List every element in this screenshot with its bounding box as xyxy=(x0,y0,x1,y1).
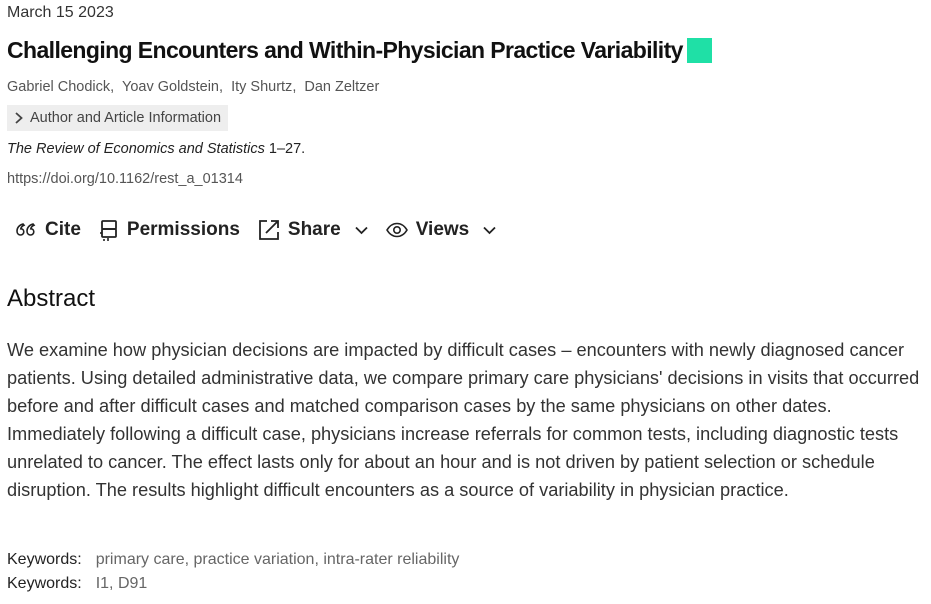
keywords-row xyxy=(7,551,459,569)
eye-icon xyxy=(386,222,408,238)
keyword-link[interactable]: D91 xyxy=(117,575,148,592)
share-label: Share xyxy=(287,219,341,240)
publication-date: March 15 2023 xyxy=(7,4,114,21)
journal-name: The Review of Economics and Statistics xyxy=(7,141,265,157)
abstract-heading: Abstract xyxy=(7,285,96,312)
views-label: Views xyxy=(415,219,470,240)
keyword-list: I1, D91 xyxy=(95,575,148,592)
keyword-link[interactable]: primary care xyxy=(95,551,185,568)
article-toolbar xyxy=(15,219,514,241)
journal-citation xyxy=(7,141,305,157)
author-link-0[interactable]: Gabriel Chodick xyxy=(7,79,111,95)
permissions-label: Permissions xyxy=(126,219,240,240)
author-list: Gabriel Chodick, Yoav Goldstein, Ity Shurtz, Dan Zeltzer xyxy=(7,79,380,95)
keywords-label: Keywords: xyxy=(7,551,82,568)
author-link-1[interactable]: Yoav Goldstein xyxy=(121,79,219,95)
cite-label: Cite xyxy=(45,219,81,240)
permissions-button[interactable] xyxy=(99,219,240,241)
keyword-list: primary care, practice variation, intra-rater reliability xyxy=(95,551,460,568)
quote-icon xyxy=(15,221,37,239)
author-info-label: Author and Article Information xyxy=(30,110,222,126)
doi-link[interactable]: https://doi.org/10.1162/rest_a_01314 xyxy=(7,171,243,187)
chevron-right-icon xyxy=(14,112,24,124)
share-button[interactable] xyxy=(258,219,368,241)
abstract-text: We examine how physician decisions are impacted by difficult cases – encounters with newly diagnosed cancer patients. Using detailed administrative data, we compare primary care physicians' decisions in visits that occurred before and after difficult cases and matched comparison cases by the same physicians on other dates. Immediately following a difficult case, physicians increase referrals for common tests, including diagnostic tests unrelated to cancer. The effect lasts only for about an hour and is not driven by patient selection or schedule disruption. The results highlight difficult encounters as a source of variability in physician practice. xyxy=(7,340,920,500)
jel-keywords-row xyxy=(7,575,147,593)
cite-button[interactable] xyxy=(15,219,81,241)
views-button[interactable] xyxy=(386,219,497,241)
keyword-link[interactable]: practice variation xyxy=(193,551,315,568)
keywords-label: Keywords: xyxy=(7,575,82,592)
chevron-down-icon xyxy=(483,226,496,235)
chevron-down-icon xyxy=(355,226,368,235)
author-info-toggle[interactable] xyxy=(7,105,228,131)
keyword-link[interactable]: intra-rater reliability xyxy=(323,551,460,568)
keyword-link[interactable]: I1 xyxy=(95,575,110,592)
permissions-icon xyxy=(99,219,119,241)
open-access-icon xyxy=(687,38,712,63)
author-link-2[interactable]: Ity Shurtz xyxy=(231,79,293,95)
title-row xyxy=(7,37,712,64)
journal-pages: 1–27. xyxy=(268,141,306,157)
author-link-3[interactable]: Dan Zeltzer xyxy=(304,79,380,95)
article-title: Challenging Encounters and Within-Physician Practice Variability xyxy=(7,37,683,63)
share-icon xyxy=(258,219,280,241)
